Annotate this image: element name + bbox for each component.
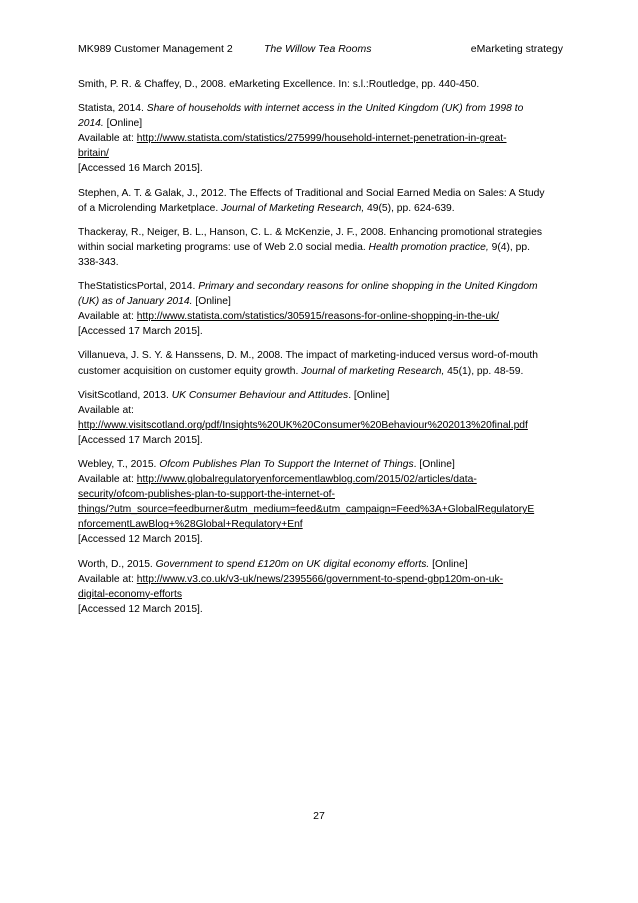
online-tag: . [Online] [413, 458, 455, 470]
accessed-date: [Accessed 12 March 2015]. [78, 603, 203, 615]
available-at-label: Available at: [78, 404, 134, 416]
reference-text-cont: customer acquisition on customer equity growth. [78, 365, 302, 377]
journal-volume: 49(5), pp. 624-639. [364, 202, 455, 214]
reference-author: TheStatisticsPortal, 2014. [78, 281, 199, 293]
reference-text-cont: within social marketing programs: use of Web 2.0 social media. [78, 241, 369, 253]
page-header [78, 42, 563, 58]
page-number: 27 [313, 810, 325, 822]
journal-name: Journal of Marketing Research, [221, 202, 365, 214]
reference-text: Villanueva, J. S. Y. & Hanssens, D. M., 2008. The impact of marketing-induced versus word-of-mouth [78, 350, 538, 362]
reference-link-cont[interactable]: security/ofcom-publishes-plan-to-support-the-internet-of- [78, 489, 335, 501]
reference-link-cont[interactable]: digital-economy-efforts [78, 588, 182, 600]
reference-statista [78, 101, 565, 176]
online-tag: [Online] [103, 118, 143, 130]
accessed-date: [Accessed 17 March 2015]. [78, 326, 203, 338]
reference-webley [78, 457, 565, 548]
reference-title: Share of households with internet access in the United Kingdom (UK) from 1998 to [146, 103, 524, 115]
available-at-label: Available at: [78, 474, 137, 486]
reference-title: Ofcom Publishes Plan To Support the Internet of Things [159, 458, 414, 470]
reference-text-cont: of a Microlending Marketplace. [78, 202, 222, 214]
reference-author: Webley, T., 2015. [78, 458, 160, 470]
reference-text: Smith, P. R. & Chaffey, D., 2008. eMarketing Excellence. In: s.l.:Routledge, pp. 440-450. [78, 79, 480, 90]
online-tag: [Online] [429, 558, 468, 570]
reference-title-cont: (UK) as of January 2014. [78, 296, 193, 308]
online-tag: . [Online] [348, 389, 390, 401]
reference-list [78, 77, 565, 626]
reference-text: Thackeray, R., Neiger, B. L., Hanson, C. L. & McKenzie, J. F., 2008. Enhancing promotional strategies [78, 226, 542, 238]
reference-link-cont[interactable]: nforcementLawBlog+%28Global+Regulatory+Enf [78, 519, 303, 531]
reference-thackeray [78, 225, 565, 270]
available-at-label: Available at: [78, 573, 137, 585]
accessed-date: [Accessed 12 March 2015]. [78, 534, 203, 546]
accessed-date: [Accessed 16 March 2015]. [78, 163, 203, 175]
header-module: eMarketing strategy [470, 43, 563, 55]
journal-volume: 9(4), pp. [488, 241, 530, 253]
available-at-label: Available at: [78, 133, 137, 145]
online-tag: [Online] [192, 296, 231, 308]
reference-worth [78, 557, 565, 617]
header-course: MK989 Customer Management 2 [78, 43, 233, 55]
journal-volume: 45(1), pp. 48-59. [444, 365, 524, 377]
journal-name: Journal of marketing Research, [301, 365, 445, 377]
journal-pages: 338-343. [78, 256, 119, 268]
reference-link[interactable]: http://www.statista.com/statistics/305915/reasons-for-online-shopping-in-the-uk/ [136, 311, 500, 323]
reference-link-cont[interactable]: britain/ [78, 148, 109, 160]
reference-link[interactable]: http://www.visitscotland.org/pdf/Insights%20UK%20Consumer%20Behaviour%202013%20final.pdf [78, 419, 528, 431]
reference-statisticsportal [78, 279, 565, 339]
header-title: The Willow Tea Rooms [264, 43, 372, 55]
reference-author: Worth, D., 2015. [78, 558, 156, 570]
reference-link[interactable]: http://www.statista.com/statistics/275999/household-internet-penetration-in-great- [136, 133, 507, 145]
reference-title: Government to spend £120m on UK digital economy efforts. [155, 558, 430, 570]
available-at-label: Available at: [78, 311, 137, 323]
reference-title: UK Consumer Behaviour and Attitudes [171, 389, 349, 401]
reference-title-cont: 2014. [78, 118, 104, 130]
reference-link[interactable]: http://www.v3.co.uk/v3-uk/news/2395566/government-to-spend-gbp120m-on-uk- [136, 573, 504, 585]
reference-text: Stephen, A. T. & Galak, J., 2012. The Effects of Traditional and Social Earned Media on Sales: A Study [78, 187, 545, 199]
reference-visitscotland [78, 388, 565, 448]
reference-smith [78, 77, 565, 92]
reference-title: Primary and secondary reasons for online shopping in the United Kingdom [198, 281, 538, 293]
reference-stephen [78, 186, 565, 216]
reference-link-cont[interactable]: things/?utm_source=feedburner&utm_medium=feed&utm_campaign=Feed%3A+GlobalRegulatoryE [78, 504, 535, 516]
accessed-date: [Accessed 17 March 2015]. [78, 434, 203, 446]
reference-link[interactable]: http://www.globalregulatoryenforcementlawblog.com/2015/02/articles/data- [136, 474, 477, 486]
reference-villanueva [78, 348, 565, 378]
reference-author: Statista, 2014. [78, 103, 147, 115]
journal-name: Health promotion practice, [368, 241, 489, 253]
reference-author: VisitScotland, 2013. [78, 389, 172, 401]
